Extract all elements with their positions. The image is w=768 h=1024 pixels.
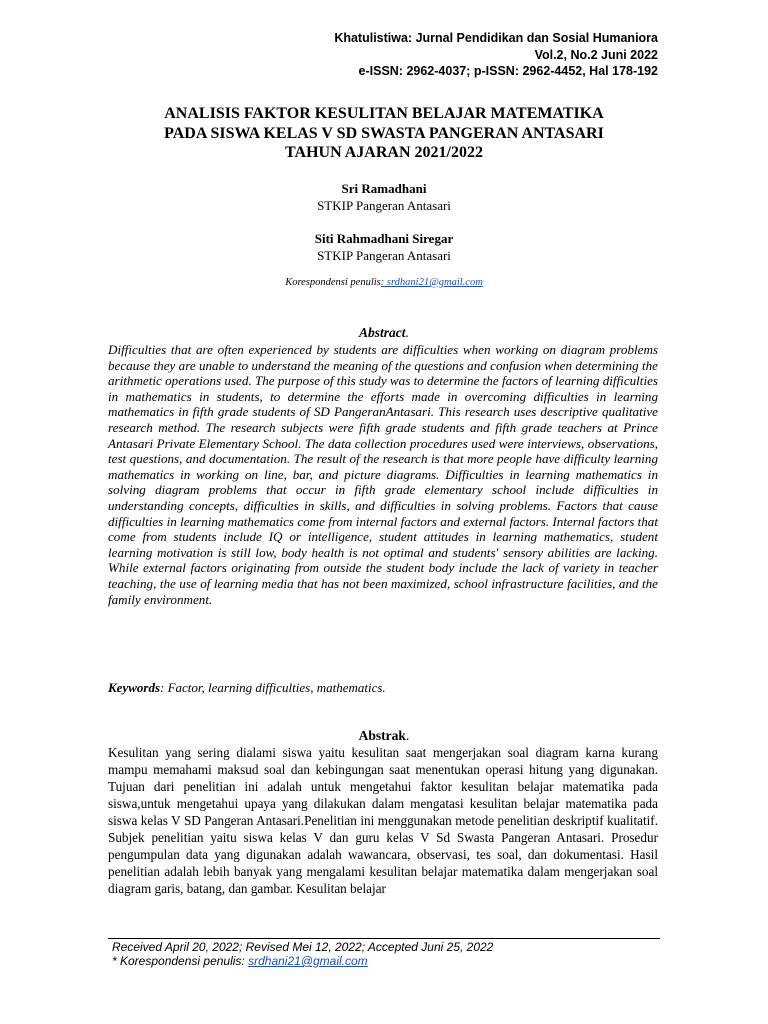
author-name: Siti Rahmadhani Siregar — [314, 231, 454, 246]
keywords-label: Keywords — [108, 680, 160, 695]
abstract-indonesian-text: Kesulitan yang sering dialami siswa yaitu kesulitan saat mengerjakan soal diagram karna kurang mampu memahami maksud soal dan kebingungan saat menentukan operasi hitung yang digunakan. Tujuan dari penelitian ini adalah untuk mengetahui faktor kesulitan belajar matematika pada siswa,untuk mengetahui upaya yang dilakukan dalam mengatasi kesulitan belajar matematika pada siswa kelas V SD Pangeran Antasari.Penelitian ini menggunakan metode penelitian deskriptif kualitatif. Subjek penelitian yaitu siswa kelas V dan guru kelas V Sd Swasta Pangeran Antasari. Prosedur pengumpulan data yang digunakan adalah wawancara, observasi, tes soal, dan dokumentasi. Hasil penelitian adalah lebih banyak yang mengalami kesulitan belajar matematika dalam mengerjakan soal diagram garis, batang, dan gambar. Kesulitan belajar — [108, 745, 658, 896]
correspondence-label: Korespondensi penulis — [285, 277, 381, 288]
abstract-heading: Abstract. — [359, 325, 409, 340]
correspondence-email-link[interactable]: : srdhani21@gmail.com — [380, 277, 483, 288]
author-2 — [0, 230, 768, 264]
paper-title — [100, 104, 668, 163]
author-name: Sri Ramadhani — [341, 181, 427, 196]
footer-dates: Received April 20, 2022; Revised Mei 12, 2022; Accepted Juni 25, 2022 — [112, 940, 494, 954]
footer-correspondence: * Korespondensi penulis: srdhani21@gmail.com — [112, 954, 368, 968]
correspondence-line — [0, 277, 768, 288]
author-affiliation: STKIP Pangeran Antasari — [317, 248, 451, 263]
journal-issn: e-ISSN: 2962-4037; p-ISSN: 2962-4452, Hal 178-192 — [358, 64, 658, 78]
footer-divider — [108, 938, 660, 939]
author-affiliation: STKIP Pangeran Antasari — [317, 198, 451, 213]
abstract-english-text: Difficulties that are often experienced by students are difficulties when working on diagram problems because they are unable to understand the meaning of the questions and confusion when determining the arithmetic operations used. The purpose of this study was to determine the factors of learning difficulties in mathematics in students, to determine the efforts made in overcoming difficulties in learning mathematics in fifth grade students of SD PangeranAntasari. This research uses descriptive qualitative research method. The research subjects were fifth grade students and fifth grade teachers at Prince Antasari Private Elementary School. The data collection procedures used were interviews, observations, test questions, and documentation. The result of the research is that more people have difficulty learning mathematics in working on line, bar, and picture diagrams. Difficulties in learning mathematics in solving diagram problems that occur in fifth grade elementary school include difficulties in understanding concepts, difficulties in skills, and difficulties in solving problems. Factors that cause difficulties in learning mathematics come from internal factors and external factors. Internal factors that come from students include IQ or intelligence, student attitudes in learning mathematics, student learning motivation is still low, body health is not optimal and students' sensory abilities are lacking. While external factors originating from outside the student body include the lack of variety in teacher teaching, the use of learning media that has not been maximized, school infrastructure facilities, and the family environment. — [108, 342, 658, 607]
footer-corr-label: * Korespondensi penulis — [112, 954, 242, 968]
title-line-1: ANALISIS FAKTOR KESULITAN BELAJAR MATEMATIKA — [164, 105, 604, 122]
footer-email-link[interactable]: srdhani21@gmail.com — [248, 954, 368, 968]
footer-notes — [112, 940, 660, 968]
abstrak-heading: Abstrak. — [358, 728, 410, 743]
title-line-2: PADA SISWA KELAS V SD SWASTA PANGERAN ANTASARI — [164, 124, 604, 142]
title-line-3: TAHUN AJARAN 2021/2022 — [285, 144, 483, 161]
keywords-text: : Factor, learning difficulties, mathematics. — [160, 680, 386, 695]
author-1 — [0, 180, 768, 214]
journal-volume: Vol.2, No.2 Juni 2022 — [534, 47, 658, 62]
keywords-line — [108, 680, 658, 696]
journal-name: Khatulistiwa: Jurnal Pendidikan dan Sosial Humaniora — [334, 31, 658, 45]
journal-header — [334, 30, 658, 80]
